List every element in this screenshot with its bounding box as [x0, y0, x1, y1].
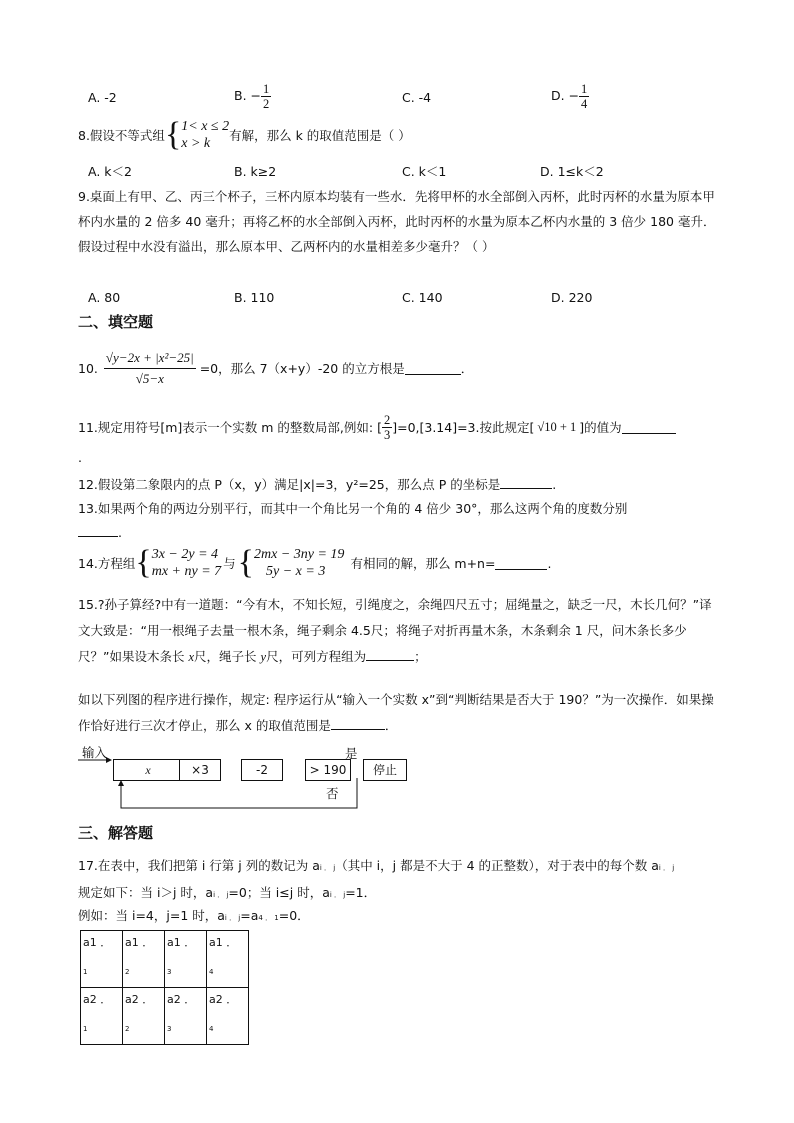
q8-option-a: A. k＜2	[88, 164, 132, 179]
question-14: 14.方程组 { 3x − 2y = 4 mx + ny = 7 与 { 2mx − 3ny = 19 5y − x = 3 有相同的解，那么 m+n= .	[78, 544, 552, 581]
q9-option-a: A. 80	[88, 290, 121, 305]
q7-option-b: B. − $\frac{1}{2}$	[234, 82, 270, 111]
q8-option-c: C. k＜1	[402, 164, 447, 179]
question-17-line1: 17.在表中，我们把第 i 行第 j 列的数记为 ai ． j（其中 i，j 都是不大于 4 的正整数），对于表中的每个数 ai ． j	[78, 858, 675, 873]
question-12: 12.假设第二象限内的点 P（x，y）满足|x|=3，y²=25，那么点 P 的坐标是 .	[78, 477, 557, 492]
q7-option-d: D. − $\frac{1}{4}$	[551, 82, 588, 111]
flow-input-label: 输入	[82, 745, 108, 760]
question-15: 15.?孙子算经?中有一道题：“今有木，不知长短，引绳度之，余绳四尺五寸；屈绳量之，缺乏一尺，木长几何？”译文大致是：“用一根绳子去量一根木条，绳子剩余 4.5尺；将绳子对折再量木条，木条剩余 1 尺，问木条长多少尺？”如果设木条长 x尺，绳子长 y尺，可列方程组为 ；	[78, 597, 712, 664]
q8-option-b: B. k≥2	[234, 164, 277, 179]
flowchart	[78, 745, 438, 815]
table-cell: a2 ． 3	[165, 988, 207, 1045]
q11-end: .	[78, 450, 82, 465]
question-10: 10. $\frac{\text{√y−2x + |x²−25|}}{√5-x}$ =0，那么 7（x+y）-20 的立方根是 ．	[78, 350, 474, 386]
question-17-example: 例如：当 i=4，j=1 时，ai ． j=a4 ． 1=0．	[78, 908, 310, 923]
q17-table	[80, 930, 249, 1045]
flow-box-stop: 停止	[363, 759, 407, 781]
table-cell: a1 ． 3	[165, 931, 207, 988]
q9-option-c: C. 140	[402, 290, 443, 305]
table-row	[81, 988, 249, 1045]
q9-option-d: D. 220	[551, 290, 593, 305]
q9-option-b: B. 110	[234, 290, 275, 305]
q8-option-d: D. 1≤k＜2	[540, 164, 604, 179]
table-cell: a1 ． 4	[207, 931, 249, 988]
table-row	[81, 931, 249, 988]
question-17-line2: 规定如下：当 i＞j 时，ai ． j=0；当 i≤j 时，ai ． j=1．	[78, 885, 377, 900]
question-8: 8.假设不等式组 { 1< x ≤ 2 x > k 有解，那么 k 的取值范围是（ ）	[78, 116, 411, 153]
flow-box-compare: > 190	[305, 759, 351, 781]
section-2-title: 二、填空题	[78, 313, 154, 331]
section-3-title: 三、解答题	[78, 824, 154, 842]
question-16: 如以下列图的程序进行操作，规定: 程序运行从“输入一个实数 x”到“判断结果是否大于 190？”为一次操作．如果操作恰好进行三次才停止，那么 x 的取值范围是 ．	[78, 692, 714, 733]
q7-option-a: A. -2	[88, 90, 117, 105]
flow-yes-label: 是	[345, 746, 358, 761]
table-cell: a1 ． 1	[81, 931, 123, 988]
flow-box-x: x	[113, 759, 183, 781]
table-cell: a2 ． 2	[123, 988, 165, 1045]
question-9: 9.桌面上有甲、乙、丙三个杯子，三杯内原本均装有一些水．先将甲杯的水全部倒入丙杯，此时丙杯的水量为原本甲杯内水量的 2 倍多 40 毫升；再将乙杯的水全部倒入丙杯，此时丙杯的水量为原本乙杯内水量的 3 倍少 180 毫升．假设过程中水没有溢出，那么原本甲、乙两杯内的水量相差多少毫升？（ ）	[78, 189, 716, 254]
question-11: 11.规定用符号[m]表示一个实数 m 的整数局部,例如: [ $\frac{2}{3}$ ]=0,[3.14]=3.按此规定[ √10 + 1 ]的值为	[78, 413, 676, 442]
table-cell: a2 ． 1	[81, 988, 123, 1045]
flow-no-label: 否	[326, 786, 339, 801]
table-cell: a1 ． 2	[123, 931, 165, 988]
question-13: 13.如果两个角的两边分别平行，而其中一个角比另一个角的 4 倍少 30°，那么这两个角的度数分别	[78, 501, 628, 516]
table-cell: a2 ． 4	[207, 988, 249, 1045]
q7-option-c: C. -4	[402, 90, 432, 105]
q13-blank: .	[78, 524, 122, 540]
flow-box-minus2: -2	[241, 759, 283, 781]
flow-box-times3: ×3	[179, 759, 221, 781]
